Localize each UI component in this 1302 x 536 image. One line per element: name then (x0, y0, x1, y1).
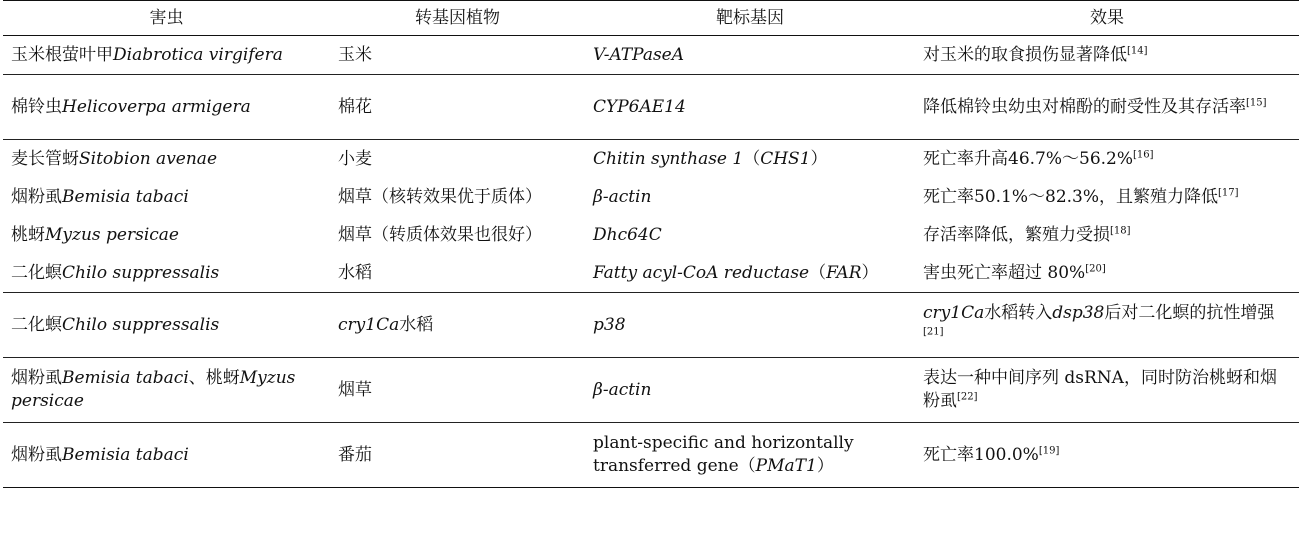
pest-latin: Bemisia tabaci (62, 186, 189, 207)
gene-cell: V-ATPaseA (593, 44, 685, 65)
pest-cn: 桃蚜 (11, 224, 45, 245)
gene-name: Chitin synthase 1 (593, 148, 744, 169)
gene-name: plant-specific and horizontally transferred gene (593, 433, 854, 476)
effect-text: 死亡率升高46.7%～56.2% (923, 148, 1134, 169)
pest-cn: 棉铃虫 (11, 96, 62, 117)
citation-ref: [16] (1133, 148, 1154, 160)
pest-cell (3, 75, 330, 140)
table-row (3, 358, 1299, 423)
pest-cell (3, 293, 330, 358)
citation-ref: [14] (1127, 44, 1148, 56)
plant-cell: 棉花 (338, 96, 372, 117)
pest-cn: 烟粉虱 (11, 186, 62, 207)
pest-latin-2: Myzus persicae (11, 368, 296, 411)
citation-ref: [18] (1110, 224, 1131, 236)
pest-cell (3, 216, 330, 254)
gene-abbrev: PMaT1 (755, 456, 817, 476)
effect-mid-italic: dsp38 (1052, 303, 1105, 324)
effect-text: 存活率降低，繁殖力受损 (923, 224, 1110, 245)
plant-cell: 烟草（转质体效果也很好） (338, 224, 542, 245)
pest-cell (3, 178, 330, 216)
pest-joiner: 、桃蚜 (188, 368, 240, 389)
effect-cell (915, 216, 1299, 254)
data-table-wrapper (3, 0, 1299, 536)
header-effect: 效果 (1090, 7, 1124, 28)
gene-cell: Fatty acyl-CoA reductase（FAR） (593, 262, 879, 283)
pest-latin: Chilo suppressalis (62, 314, 220, 335)
pest-cell (3, 358, 330, 423)
table-row (3, 254, 1299, 293)
effect-text: 后对二化螟的抗性增强 (1104, 303, 1275, 324)
pest-cell (3, 423, 330, 488)
pest-cell (3, 36, 330, 75)
pest-cn: 二化螟 (11, 314, 62, 335)
effect-text: 害虫死亡率超过 80% (923, 262, 1086, 283)
plant-cell (330, 293, 585, 358)
pest-cn: 二化螟 (11, 262, 62, 283)
effect-cell (915, 140, 1299, 179)
header-pest: 害虫 (149, 7, 184, 28)
table-row (3, 423, 1299, 488)
effect-cell (915, 423, 1299, 488)
table-row (3, 293, 1299, 358)
effect-text: 死亡率50.1%～82.3%，且繁殖力降低 (923, 186, 1219, 207)
gene-cell: p38 (593, 314, 626, 335)
pest-cell (3, 140, 330, 179)
effect-prefix: cry1Ca (923, 303, 985, 324)
gene-cell: Chitin synthase 1（CHS1） (593, 148, 828, 169)
effect-cell (915, 36, 1299, 75)
pest-cn: 烟粉虱 (11, 444, 62, 465)
effect-cell (915, 293, 1299, 358)
plant-prefix: cry1Ca (338, 314, 400, 335)
pest-cn: 烟粉虱 (11, 368, 62, 389)
effect-text: 表达一种中间序列 dsRNA，同时防治桃蚜和烟粉虱 (923, 368, 1277, 411)
plant-cell: 水稻 (338, 262, 372, 283)
pest-rnai-table (3, 0, 1299, 488)
plant-cell: 烟草（核转效果优于质体） (338, 186, 542, 207)
gene-abbrev: CHS1 (760, 148, 811, 169)
gene-cell: Dhc64C (593, 224, 662, 245)
effect-text: 死亡率100.0% (923, 444, 1039, 465)
table-row (3, 75, 1299, 140)
plant-cell: 玉米 (338, 44, 372, 65)
pest-latin: Diabrotica virgifera (113, 44, 283, 65)
header-transgenic-plant: 转基因植物 (415, 7, 500, 28)
table-header-row (3, 1, 1299, 36)
effect-text: 对玉米的取食损伤显著降低 (923, 44, 1127, 65)
gene-cell: plant-specific and horizontally transferred gene（PMaT1） (593, 433, 854, 476)
effect-text: 降低棉铃虫幼虫对棉酚的耐受性及其存活率 (923, 96, 1246, 117)
pest-cn: 玉米根萤叶甲 (11, 44, 113, 65)
table-row (3, 216, 1299, 254)
pest-latin: Sitobion avenae (79, 148, 218, 169)
header-target-gene: 靶标基因 (716, 7, 784, 28)
gene-cell: β-actin (593, 186, 652, 207)
plant-name: 水稻 (399, 314, 434, 335)
gene-name: Fatty acyl-CoA reductase (593, 262, 810, 283)
effect-cell (915, 178, 1299, 216)
pest-latin: Chilo suppressalis (62, 262, 220, 283)
table-row (3, 140, 1299, 179)
citation-ref: [22] (957, 391, 978, 403)
pest-latin: Bemisia tabaci (62, 368, 189, 389)
citation-ref: [19] (1038, 444, 1060, 456)
plant-cell: 番茄 (338, 444, 372, 465)
table-row (3, 36, 1299, 75)
pest-cell (3, 254, 330, 293)
plant-cell: 小麦 (338, 148, 372, 169)
citation-ref: [21] (923, 326, 944, 338)
citation-ref: [20] (1085, 262, 1106, 274)
effect-cell (915, 254, 1299, 293)
effect-cell (915, 358, 1299, 423)
table-row (3, 178, 1299, 216)
pest-latin: Bemisia tabaci (62, 444, 189, 465)
pest-latin: Myzus persicae (45, 224, 179, 245)
citation-ref: [17] (1218, 186, 1239, 198)
gene-abbrev: FAR (826, 262, 862, 283)
effect-mid: 水稻转入 (984, 303, 1053, 324)
pest-latin: Helicoverpa armigera (62, 96, 251, 117)
pest-cn: 麦长管蚜 (11, 148, 79, 169)
gene-cell: β-actin (593, 379, 652, 400)
gene-cell: CYP6AE14 (593, 96, 686, 117)
effect-cell (915, 75, 1299, 140)
plant-cell: 烟草 (338, 379, 372, 400)
citation-ref: [15] (1246, 96, 1267, 108)
